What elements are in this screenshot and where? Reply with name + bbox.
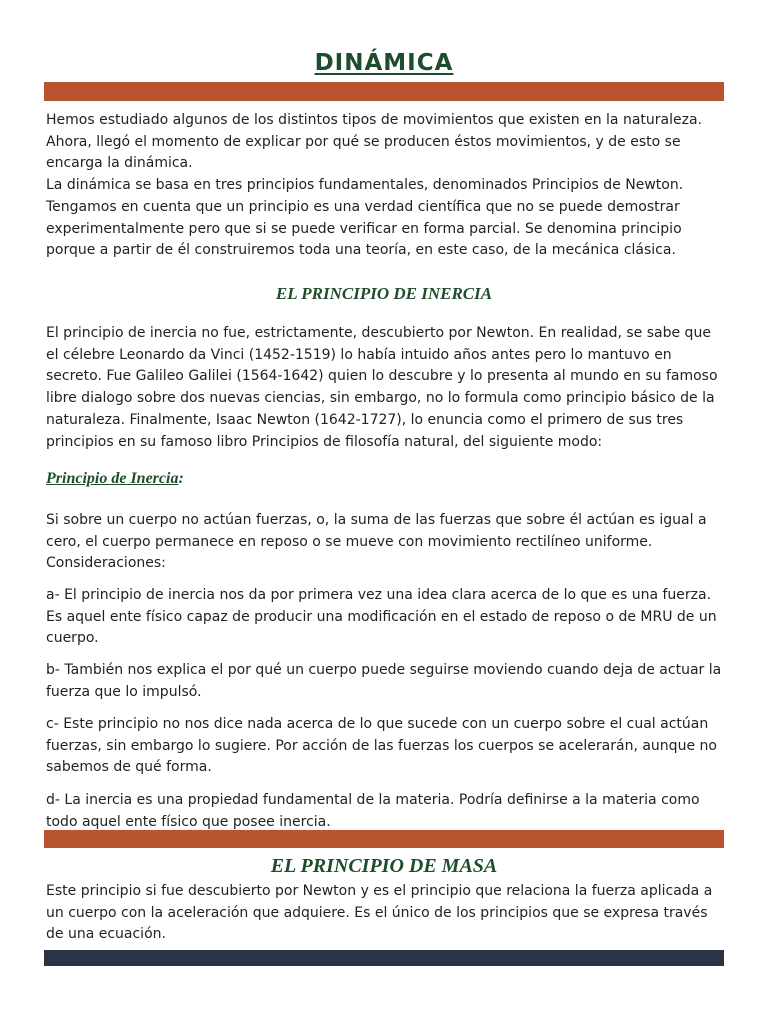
inercia-paragraph: El principio de inercia no fue, estrictamente, descubierto por Newton. En realidad, se sabe que el célebre Leonardo da Vinci (1452-1519) lo había intuido años antes pero lo mantuvo en secreto. Fue Galileo Galilei (1564-1642) quien lo descubre y lo presenta al mundo en su famoso libre dialogo sobre dos nuevas ciencias, sin embargo, no lo formula como principio básico de la naturaleza. Finalmente, Isaac Newton (1642-1727), lo enuncia como el primero de sus tres principios en su famoso libro Principios de filosofía natural, del siguiente modo:: [46, 325, 718, 450]
intro-paragraph-1: Hemos estudiado algunos de los distintos tipos de movimientos que existen en la naturaleza. Ahora, llegó el momento de explicar por qué se producen éstos movimientos, y de esto se encarga la dinámica.: [46, 112, 702, 172]
intro-text: [46, 110, 724, 262]
consideration-a: a- El principio de inercia nos da por primera vez una idea clara acerca de lo que es una fuerza. Es aquel ente físico capaz de producir una modificación en el estado de reposo o de MRU de un cuerpo.: [46, 587, 717, 647]
section-heading-inercia: EL PRINCIPIO DE INERCIA: [275, 284, 493, 303]
page-title: DINÁMICA: [314, 50, 454, 76]
mid-divider-bar: [44, 830, 724, 848]
subheading-label: Principio de Inercia: [46, 470, 179, 487]
consideration-c: c- Este principio no nos dice nada acerca de lo que sucede con un cuerpo sobre el cual actúan fuerzas, sin embargo lo sugiere. Por acción de las fuerzas los cuerpos se acelerarán, aunque no sabemos de qué forma.: [46, 716, 717, 776]
consideration-d: d- La inercia es una propiedad fundamental de la materia. Podría definirse a la materia como todo aquel ente físico que posee inercia.: [46, 792, 700, 830]
masa-paragraph: Este principio si fue descubierto por Newton y es el principio que relaciona la fuerza aplicada a un cuerpo con la aceleración que adquiere. Es el único de los principios que se expresa través de una ecuación.: [46, 883, 713, 943]
consideration-b: b- También nos explica el por qué un cuerpo puede seguirse moviendo cuando deja de actuar la fuerza que lo impulsó.: [46, 662, 722, 700]
intro-paragraph-2: La dinámica se basa en tres principios fundamentales, denominados Principios de Newton. Tengamos en cuenta que un principio es una verdad científica que no se puede demostrar experimentalmente pero que si se puede verificar en forma parcial. Se denomina principio porque a partir de él construiremos toda una teoría, en este caso, de la mecánica clásica.: [46, 177, 684, 259]
inercia-statement: [46, 510, 724, 575]
footer-bar: [44, 950, 724, 966]
statement-text: Si sobre un cuerpo no actúan fuerzas, o, la suma de las fuerzas que sobre él actúan es igual a cero, el cuerpo permanece en reposo o se mueve con movimiento rectilíneo uniforme.: [46, 512, 707, 550]
top-divider-bar: [44, 82, 724, 101]
considerations-label: Consideraciones:: [46, 555, 166, 572]
subheading-colon: :: [178, 470, 184, 487]
subheading-principio-inercia: [46, 470, 184, 488]
section-heading-masa: EL PRINCIPIO DE MASA: [270, 855, 498, 877]
